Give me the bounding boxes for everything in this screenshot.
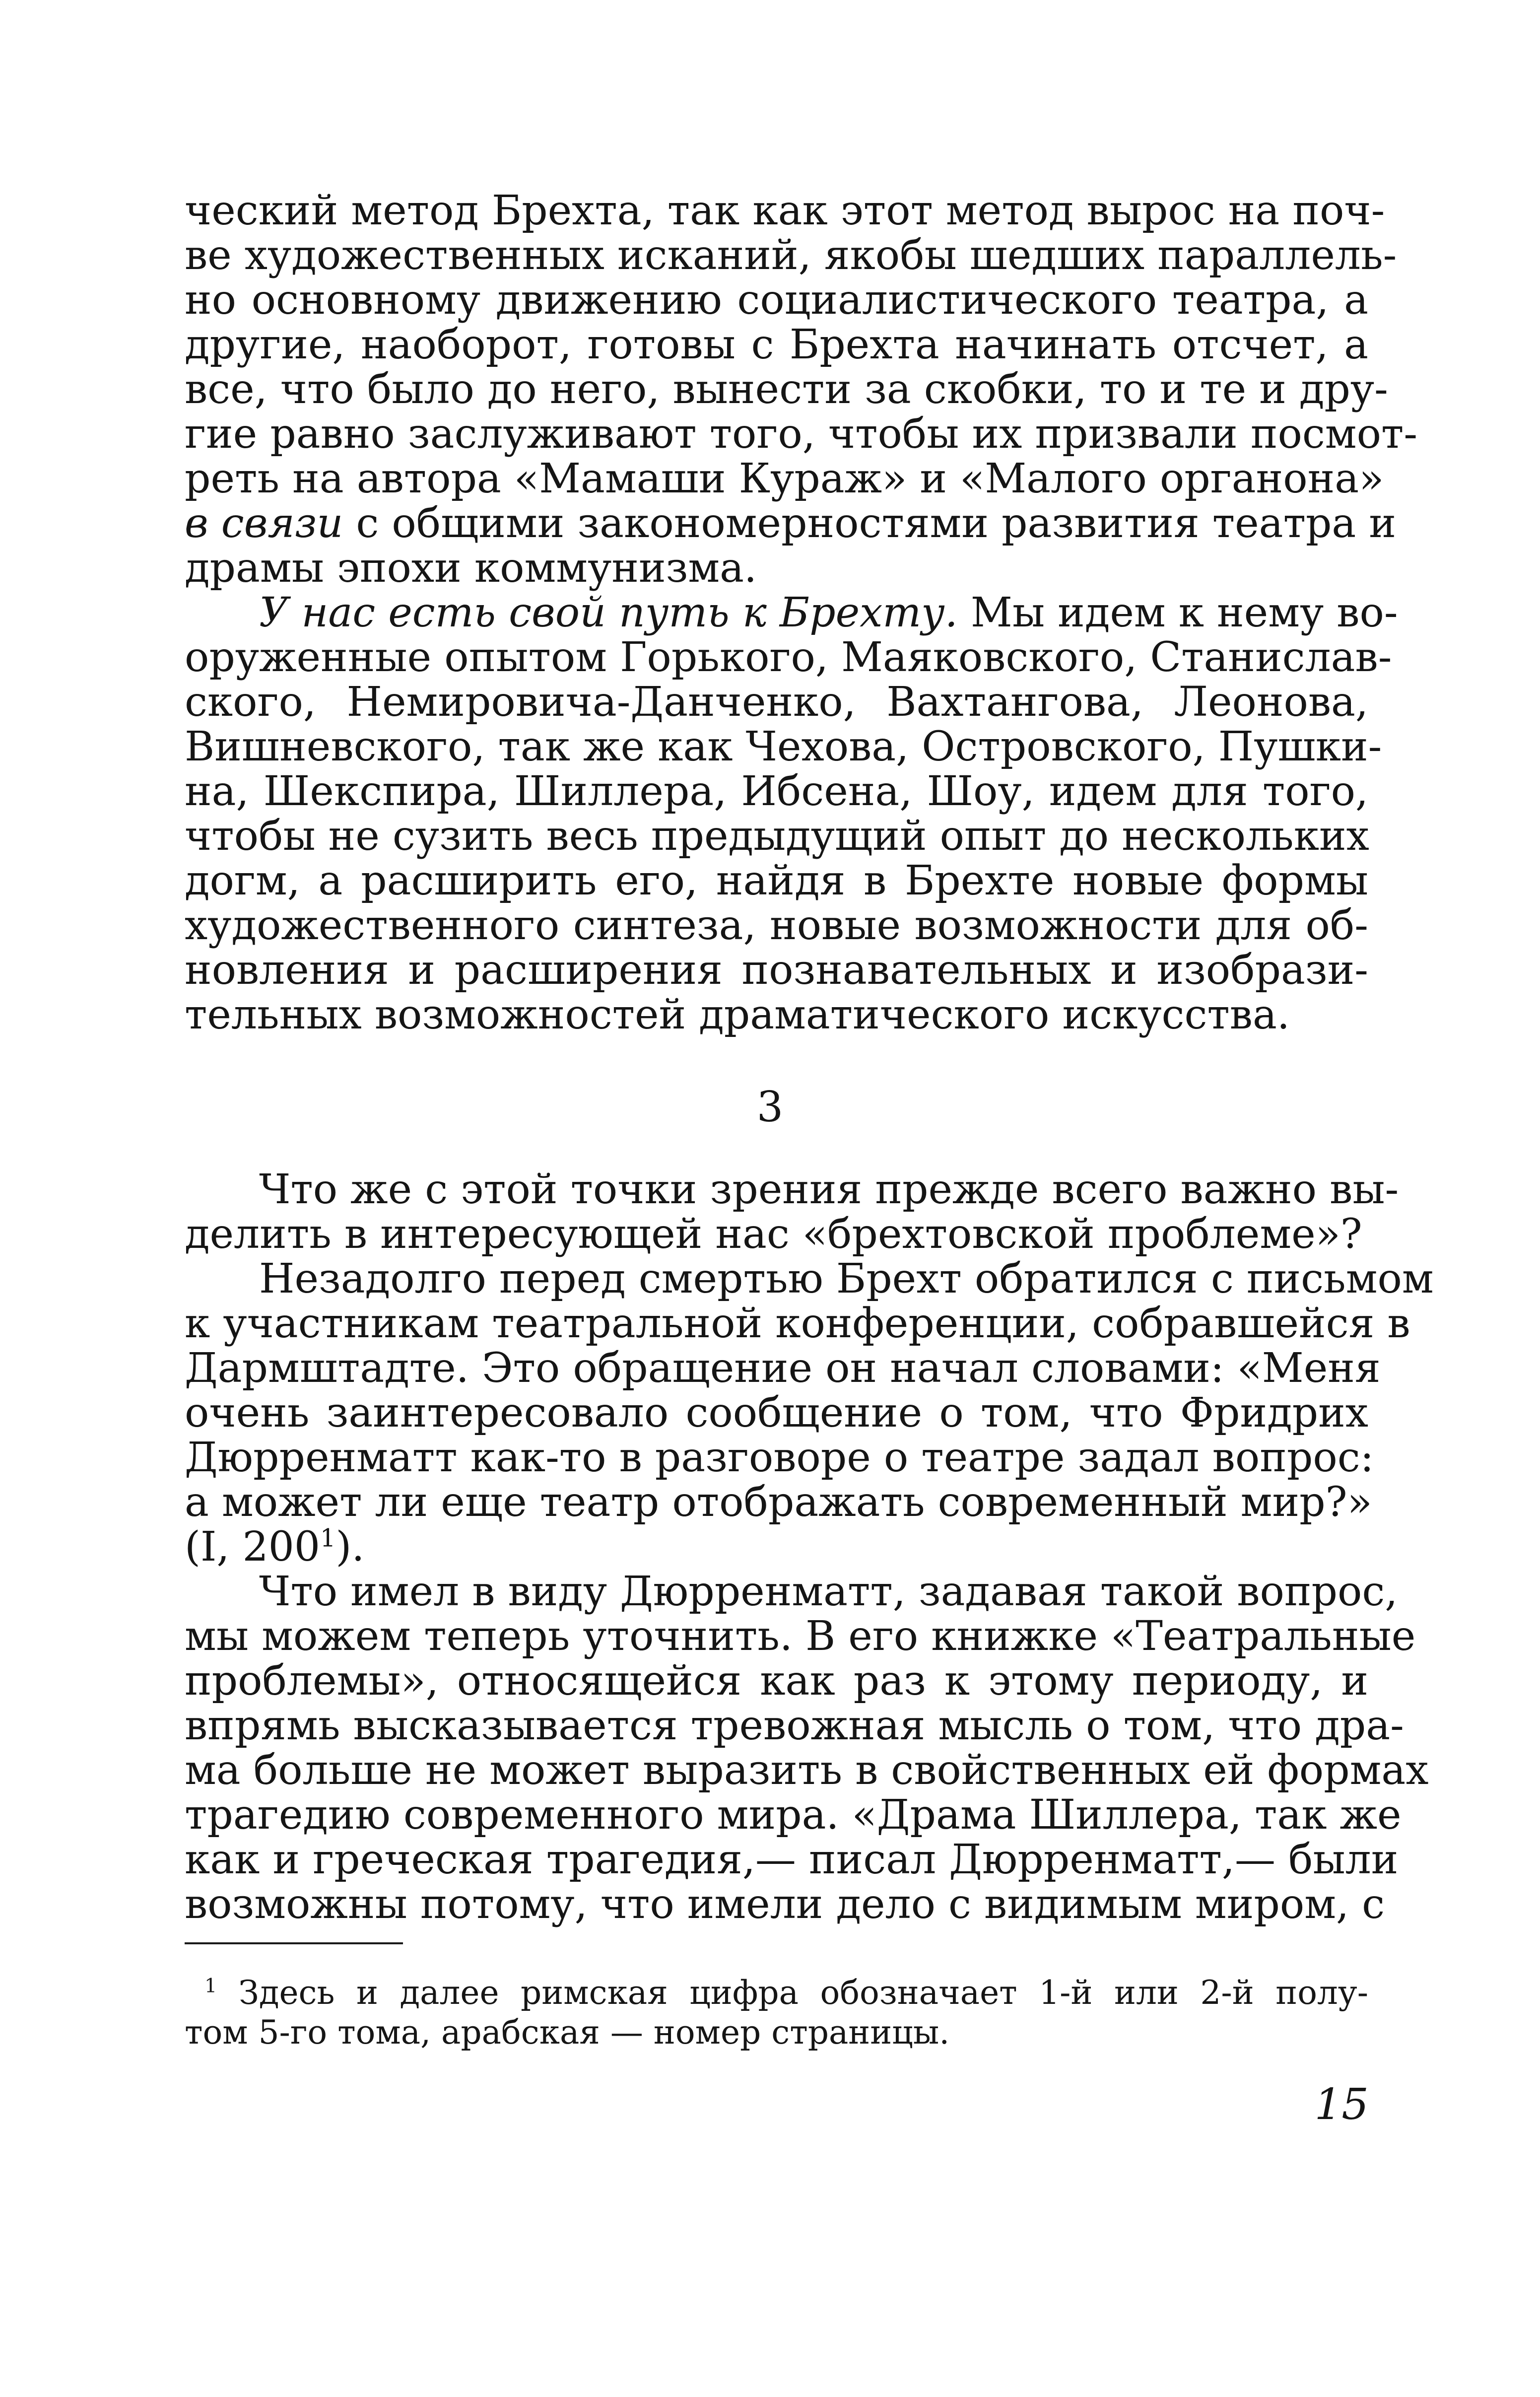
italic-phrase: У нас есть свой путь к Брехту. — [259, 589, 958, 636]
text-line: проблемы», относящейся как раз к этому периоду, и — [185, 1657, 1368, 1705]
text-line: но основному движению социалистического театра, а — [185, 276, 1368, 324]
text-line: художественного синтеза, новые возможности для об- — [185, 902, 1368, 949]
text-line: догм, а расширить его, найдя в Брехте новые формы — [185, 857, 1368, 904]
text-line: впрямь высказывается тревожная мысль о том, что дра- — [185, 1702, 1404, 1749]
section-number: 3 — [756, 1083, 784, 1131]
body-text-top — [185, 187, 1418, 1038]
text-line: новления и расширения познавательных и изобрази- — [185, 947, 1368, 994]
text-line: ческий метод Брехта, так как этот метод вырос на поч- — [185, 187, 1385, 234]
citation-close: ). — [335, 1523, 365, 1571]
text-line — [185, 500, 1397, 547]
text-fragment: с общими закономерностями развития театра и — [343, 500, 1397, 547]
body-text-bottom — [185, 1166, 1434, 1928]
text-line: как и греческая трагедия,— писал Дюрренматт,— были — [185, 1836, 1399, 1883]
text-line: делить в интересующей нас «брехтовской проблеме»? — [185, 1211, 1362, 1258]
citation-text: (I, 200 — [185, 1523, 321, 1571]
text-line: чтобы не сузить весь предыдущий опыт до нескольких — [185, 813, 1369, 860]
text-line — [185, 1525, 1368, 1570]
text-line: все, что было до него, вынести за скобки, то и те и дру- — [185, 366, 1388, 413]
text-line: Вишневского, так же как Чехова, Островского, Пушки- — [185, 723, 1382, 770]
text-line: другие, наоборот, готовы с Брехта начинать отсчет, а — [185, 321, 1368, 368]
text-line: к участникам театральной конференции, собравшейся в — [185, 1300, 1410, 1347]
text-line: ве художественных исканий, якобы шедших параллель- — [185, 232, 1397, 279]
footnote-line: том 5-го тома, арабская — номер страницы. — [185, 2013, 950, 2052]
page-number: 15 — [1314, 2080, 1369, 2129]
text-line: очень заинтересовало сообщение о том, что Фридрих — [185, 1389, 1368, 1437]
text-line: на, Шекспира, Шиллера, Ибсена, Шоу, идем для того, — [185, 768, 1368, 815]
text-line: трагедию современного мира. «Драма Шиллера, так же — [185, 1791, 1402, 1839]
text-line: драмы эпохи коммунизма. — [185, 545, 757, 592]
text-line: мы можем теперь уточнить. В его книжке «Театральные — [185, 1613, 1416, 1660]
text-line: возможны потому, что имели дело с видимым миром, с — [185, 1881, 1385, 1928]
footnote-marker: 1 — [204, 1975, 217, 1997]
text-line: реть на автора «Мамаши Кураж» и «Малого органона» — [185, 455, 1384, 502]
footnote-line — [185, 1973, 1368, 2013]
text-fragment: Мы идем к нему во- — [957, 589, 1398, 636]
text-line: Дармштадте. Это обращение он начал словами: «Меня — [185, 1345, 1381, 1392]
footnote-text: Здесь и далее римская цифра обозначает 1-й или 2-й полу- — [217, 1974, 1368, 2012]
text-line: ма больше не может выразить в свойственных ей формах — [185, 1747, 1429, 1794]
text-line: тельных возможностей драматического искусства. — [185, 991, 1290, 1038]
italic-phrase: в связи — [185, 500, 343, 547]
footnote-divider — [185, 1942, 403, 1944]
text-line: Дюрренматт как-то в разговоре о театре задал вопрос: — [185, 1434, 1374, 1481]
text-line: гие равно заслуживают того, чтобы их призвали посмот- — [185, 411, 1418, 458]
text-line: Что же с этой точки зрения прежде всего важно вы- — [259, 1166, 1399, 1213]
text-line: ского, Немировича-Данченко, Вахтангова, Леонова, — [185, 679, 1368, 726]
text-line: Что имел в виду Дюрренматт, задавая такой вопрос, — [259, 1568, 1398, 1615]
text-line: оруженные опытом Горького, Маяковского, Станислав- — [185, 634, 1392, 681]
footnote-reference[interactable]: 1 — [320, 1523, 336, 1553]
text-line — [185, 589, 1398, 636]
text-line: Незадолго перед смертью Брехт обратился с письмом — [259, 1255, 1434, 1302]
footnote — [185, 1973, 1368, 2053]
text-line: а может ли еще театр отображать современный мир?» — [185, 1479, 1372, 1526]
